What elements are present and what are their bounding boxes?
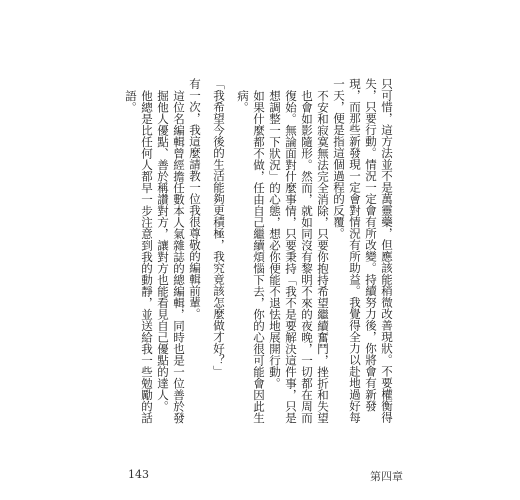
paragraph: 他總是比任何人都早一步注意到我的動靜，並送給我一些勉勵的話語。 <box>124 89 154 423</box>
chapter-label: 第四章 <box>370 470 403 483</box>
body-text <box>124 78 395 423</box>
paragraph: 有一次，我這麼請教一位我很尊敬的編輯前輩。 <box>188 78 202 320</box>
paragraph: 如果什麼都不做，任由自己繼續煩惱下去，你的心很可能會因此生病。 <box>236 89 266 423</box>
paragraph: 不安和寂寞無法完全消除，只要你抱持希望繼續奮鬥，挫折和失望也會如影隨形。然而，就如同沒有黎明不來的夜晚，一切都在周而復始。無論面對什麼事情，只要秉持「我不是要解決這件事，只是想調整一下狀況」的心態，想必你便能不退怯地展開行動。 <box>268 89 330 423</box>
paragraph: 這位名編輯曾經擔任數本人氣雜誌的總編輯，同時也是一位善於發掘他人優點、善於稱讚對方，讓對方也能看見自己優點的達人。 <box>156 89 186 423</box>
quote: 「我希望今後的生活能夠更積極，我究竟該怎麼做才好？」 <box>212 78 226 377</box>
page-number: 143 <box>128 468 149 481</box>
paragraph: 只可惜，這方法並不是萬靈藥，但應該能稍微改善現狀。不要權衡得失，只要行動。情況一定會有所改變。持續努力後，你將會有新發現，而那些新發現一定會對情況有所助益。我覺得全力以赴地過好每一天，便是指這個過程的反覆。 <box>332 78 394 423</box>
